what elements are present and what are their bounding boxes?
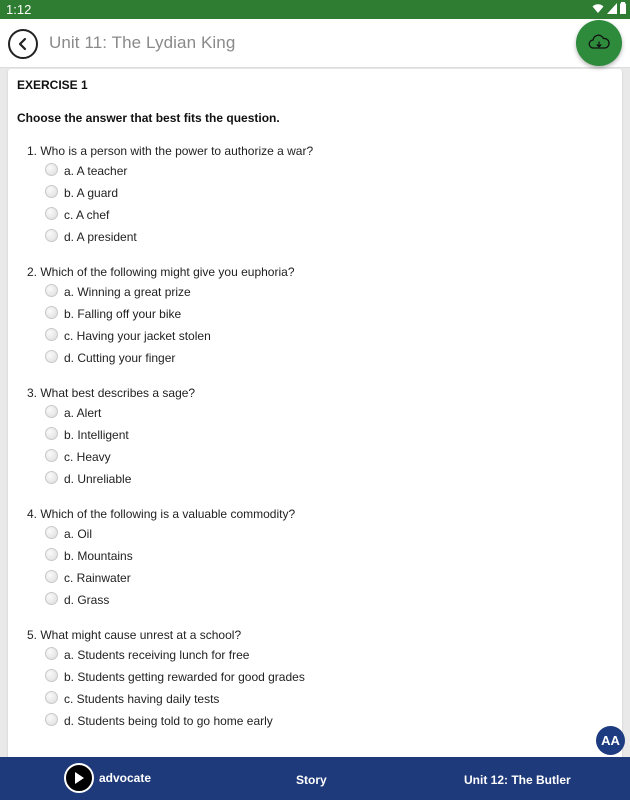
option-label: c. Having your jacket stolen [64, 329, 211, 343]
radio-button[interactable] [45, 471, 58, 484]
option-label: a. Winning a great prize [64, 285, 191, 299]
answer-option[interactable] [45, 545, 622, 567]
answer-option[interactable] [45, 666, 622, 688]
radio-button[interactable] [45, 570, 58, 583]
option-label: b. A guard [64, 186, 119, 200]
radio-button[interactable] [45, 449, 58, 462]
question-text: 4. Which of the following is a valuable commodity? [27, 507, 296, 521]
radio-button[interactable] [45, 328, 58, 341]
answer-option[interactable] [45, 589, 622, 611]
answer-option[interactable] [45, 281, 622, 303]
answer-option[interactable] [45, 226, 622, 248]
story-link[interactable] [296, 771, 327, 789]
back-arrow-icon [16, 37, 30, 51]
page-title: Unit 11: The Lydian King [49, 33, 236, 52]
question-2 [8, 264, 622, 369]
option-label: b. Mountains [64, 549, 133, 563]
option-label: a. A teacher [64, 164, 128, 178]
exercise-card [8, 69, 622, 769]
question-text: 1. Who is a person with the power to authorize a war? [27, 144, 314, 158]
option-label: c. Students having daily tests [64, 692, 220, 706]
radio-button[interactable] [45, 427, 58, 440]
radio-button[interactable] [45, 405, 58, 418]
question-1 [8, 143, 622, 248]
answer-option[interactable] [45, 160, 622, 182]
option-label: a. Students receiving lunch for free [64, 648, 250, 662]
option-label: d. Grass [64, 593, 110, 607]
answer-option[interactable] [45, 347, 622, 369]
audio-label: advocate [99, 771, 152, 785]
question-3 [8, 385, 622, 490]
answer-option[interactable] [45, 204, 622, 226]
bottom-navigation [0, 757, 630, 800]
next-unit-label: Unit 12: The Butler [464, 773, 571, 787]
option-label: b. Falling off your bike [64, 307, 182, 321]
option-label: c. Rainwater [64, 571, 131, 585]
option-label: c. Heavy [64, 450, 111, 464]
answer-option[interactable] [45, 325, 622, 347]
cloud-download-icon [588, 34, 610, 52]
answer-option[interactable] [45, 424, 622, 446]
answer-option[interactable] [45, 688, 622, 710]
back-button[interactable] [8, 29, 38, 59]
story-label: Story [296, 773, 327, 787]
status-bar [0, 0, 630, 19]
answer-option[interactable] [45, 182, 622, 204]
radio-button[interactable] [45, 526, 58, 539]
question-text: 5. What might cause unrest at a school? [27, 628, 242, 642]
radio-button[interactable] [45, 229, 58, 242]
option-label: b. Students getting rewarded for good grades [64, 670, 305, 684]
radio-button[interactable] [45, 713, 58, 726]
answer-option[interactable] [45, 644, 622, 666]
radio-button[interactable] [45, 207, 58, 220]
radio-button[interactable] [45, 691, 58, 704]
radio-button[interactable] [45, 592, 58, 605]
next-unit-link[interactable] [464, 771, 571, 789]
question-text: 3. What best describes a sage? [27, 386, 196, 400]
battery-icon [620, 2, 626, 14]
play-icon [73, 771, 85, 785]
exercise-instruction: Choose the answer that best fits the question. [17, 111, 280, 125]
answer-option[interactable] [45, 468, 622, 490]
status-icons [592, 2, 626, 14]
status-time: 1:12 [6, 2, 32, 17]
question-text: 2. Which of the following might give you euphoria? [27, 265, 295, 279]
option-label: c. A chef [64, 208, 110, 222]
font-size-icon: AA [601, 733, 620, 748]
play-button[interactable] [64, 763, 94, 793]
radio-button[interactable] [45, 163, 58, 176]
option-label: d. Students being told to go home early [64, 714, 273, 728]
answer-option[interactable] [45, 523, 622, 545]
option-label: a. Oil [64, 527, 93, 541]
exercise-title: EXERCISE 1 [17, 78, 88, 92]
answer-option[interactable] [45, 303, 622, 325]
cloud-download-button[interactable] [576, 20, 622, 66]
wifi-icon [592, 3, 604, 14]
answer-option[interactable] [45, 402, 622, 424]
radio-button[interactable] [45, 647, 58, 660]
signal-icon [607, 3, 617, 14]
radio-button[interactable] [45, 284, 58, 297]
question-5 [8, 627, 622, 732]
option-label: d. Cutting your finger [64, 351, 176, 365]
option-label: d. Unreliable [64, 472, 132, 486]
radio-button[interactable] [45, 350, 58, 363]
audio-play-button[interactable] [64, 763, 151, 793]
option-label: b. Intelligent [64, 428, 129, 442]
question-list [8, 143, 622, 748]
radio-button[interactable] [45, 669, 58, 682]
radio-button[interactable] [45, 185, 58, 198]
answer-option[interactable] [45, 710, 622, 732]
answer-option[interactable] [45, 446, 622, 468]
font-size-button[interactable] [596, 726, 625, 755]
radio-button[interactable] [45, 306, 58, 319]
option-label: d. A president [64, 230, 137, 244]
question-4 [8, 506, 622, 611]
radio-button[interactable] [45, 548, 58, 561]
option-label: a. Alert [64, 406, 102, 420]
answer-option[interactable] [45, 567, 622, 589]
app-bar [0, 19, 630, 68]
